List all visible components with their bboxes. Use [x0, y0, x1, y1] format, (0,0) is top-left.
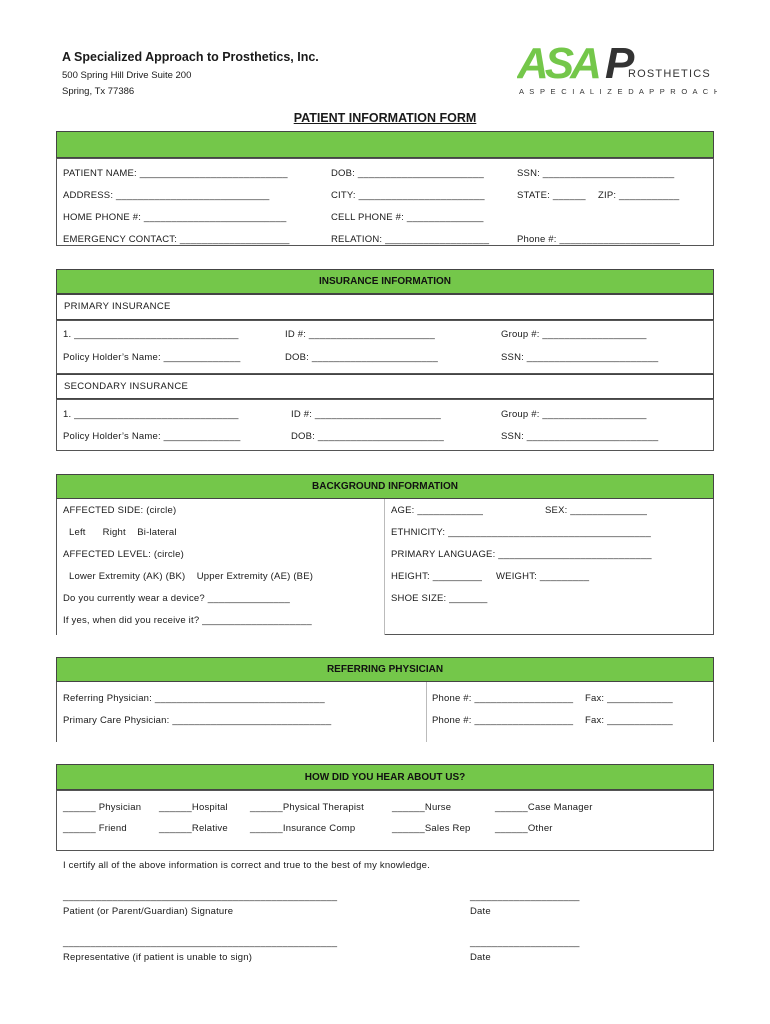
certification-statement: I certify all of the above information is correct and true to the best of my knowledge.: [63, 860, 430, 871]
logo-tagline: A S P E C I A L I Z E D A P P R O A C H: [519, 87, 717, 96]
patient-signature-line[interactable]: __________________________________________________: [63, 891, 338, 902]
hear-option-other[interactable]: ______Other: [495, 823, 553, 834]
referring-fax-field[interactable]: Fax: ____________: [585, 693, 673, 704]
patient-date-line[interactable]: ____________________: [470, 891, 580, 902]
hear-section: [56, 790, 714, 851]
sex-field[interactable]: SEX: ______________: [545, 505, 648, 516]
affected-side-label: AFFECTED SIDE: (circle): [63, 505, 177, 516]
patient-address-field[interactable]: ADDRESS: ____________________________: [63, 190, 270, 201]
primary-care-fax-field[interactable]: Fax: ____________: [585, 715, 673, 726]
secondary-policy-holder-field[interactable]: Policy Holder’s Name: ______________: [63, 431, 241, 442]
company-name: A Specialized Approach to Prosthetics, Inc.: [62, 50, 319, 64]
patient-dob-field[interactable]: DOB: _______________________: [331, 168, 484, 179]
primary-insurance-id-field[interactable]: ID #: _______________________: [285, 329, 436, 340]
weight-field[interactable]: WEIGHT: _________: [496, 571, 590, 582]
primary-holder-dob-field[interactable]: DOB: _______________________: [285, 352, 438, 363]
affected-level-options[interactable]: Lower Extremity (AK) (BK) Upper Extremity (AE) (BE): [69, 571, 314, 582]
secondary-insurance-section: [56, 399, 714, 451]
shoe-size-field[interactable]: SHOE SIZE: _______: [391, 593, 488, 604]
asap-logo-icon: [517, 40, 717, 100]
patient-city-field[interactable]: CITY: _______________________: [331, 190, 485, 201]
hear-option-sales-rep[interactable]: ______Sales Rep: [392, 823, 471, 834]
patient-ssn-field[interactable]: SSN: ________________________: [517, 168, 675, 179]
hear-option-case-manager[interactable]: ______Case Manager: [495, 802, 593, 813]
secondary-insurance-name-field[interactable]: 1. ______________________________: [63, 409, 239, 420]
secondary-insurance-id-field[interactable]: ID #: _______________________: [291, 409, 442, 420]
referring-phone-field[interactable]: Phone #: __________________: [432, 693, 574, 704]
age-field[interactable]: AGE: ____________: [391, 505, 484, 516]
svg-text:P: P: [605, 40, 635, 88]
patient-name-field[interactable]: PATIENT NAME: ___________________________: [63, 168, 288, 179]
emergency-contact-field[interactable]: EMERGENCY CONTACT: ____________________: [63, 234, 290, 245]
device-received-field[interactable]: If yes, when did you receive it? ____________________: [63, 615, 312, 626]
patient-date-label: Date: [470, 906, 491, 917]
primary-insurance-group-field[interactable]: Group #: ___________________: [501, 329, 647, 340]
form-title: PATIENT INFORMATION FORM: [293, 111, 477, 125]
patient-header-bar: [56, 131, 714, 158]
logo-suffix: ROSTHETICS: [628, 68, 711, 80]
patient-signature-label: Patient (or Parent/Guardian) Signature: [63, 906, 234, 917]
representative-signature-label: Representative (if patient is unable to sign): [63, 952, 253, 963]
emergency-phone-field[interactable]: Phone #: ______________________: [517, 234, 681, 245]
hear-header: HOW DID YOU HEAR ABOUT US?: [56, 764, 714, 790]
home-phone-field[interactable]: HOME PHONE #: __________________________: [63, 212, 287, 223]
physician-header: REFERRING PHYSICIAN: [56, 657, 714, 682]
company-address-line2: Spring, Tx 77386: [62, 86, 135, 97]
secondary-holder-ssn-field[interactable]: SSN: ________________________: [501, 431, 659, 442]
hear-option-hospital[interactable]: ______Hospital: [159, 802, 228, 813]
primary-care-physician-field[interactable]: Primary Care Physician: _____________________________: [63, 715, 332, 726]
primary-language-field[interactable]: PRIMARY LANGUAGE: ____________________________: [391, 549, 652, 560]
hear-option-nurse[interactable]: ______Nurse: [392, 802, 452, 813]
representative-date-label: Date: [470, 952, 491, 963]
secondary-holder-dob-field[interactable]: DOB: _______________________: [291, 431, 444, 442]
insurance-header: INSURANCE INFORMATION: [56, 269, 714, 294]
hear-option-insurance-comp[interactable]: ______Insurance Comp: [250, 823, 356, 834]
hear-option-physician[interactable]: ______ Physician: [63, 802, 142, 813]
device-field[interactable]: Do you currently wear a device? _______________: [63, 593, 290, 604]
referring-physician-field[interactable]: Referring Physician: _______________________________: [63, 693, 325, 704]
primary-holder-ssn-field[interactable]: SSN: ________________________: [501, 352, 659, 363]
company-address-line1: 500 Spring Hill Drive Suite 200: [62, 70, 192, 81]
relation-field[interactable]: RELATION: ___________________: [331, 234, 490, 245]
affected-side-options[interactable]: Left Right Bi-lateral: [69, 527, 177, 538]
height-field[interactable]: HEIGHT: _________: [391, 571, 483, 582]
background-header: BACKGROUND INFORMATION: [56, 474, 714, 499]
company-logo: [517, 40, 717, 100]
primary-insurance-label: PRIMARY INSURANCE: [56, 294, 714, 320]
secondary-insurance-group-field[interactable]: Group #: ___________________: [501, 409, 647, 420]
cell-phone-field[interactable]: CELL PHONE #: ______________: [331, 212, 484, 223]
secondary-insurance-label: SECONDARY INSURANCE: [56, 374, 714, 399]
svg-text:ASA: ASA: [517, 40, 598, 88]
representative-date-line[interactable]: ____________________: [470, 937, 580, 948]
primary-care-phone-field[interactable]: Phone #: __________________: [432, 715, 574, 726]
hear-option-physical-therapist[interactable]: ______Physical Therapist: [250, 802, 364, 813]
hear-option-relative[interactable]: ______Relative: [159, 823, 228, 834]
hear-option-friend[interactable]: ______ Friend: [63, 823, 127, 834]
affected-level-label: AFFECTED LEVEL: (circle): [63, 549, 184, 560]
primary-policy-holder-field[interactable]: Policy Holder’s Name: ______________: [63, 352, 241, 363]
primary-insurance-name-field[interactable]: 1. ______________________________: [63, 329, 239, 340]
patient-zip-field[interactable]: ZIP: ___________: [598, 190, 680, 201]
ethnicity-field[interactable]: ETHNICITY: _____________________________________: [391, 527, 651, 538]
patient-state-field[interactable]: STATE: ______: [517, 190, 586, 201]
representative-signature-line[interactable]: __________________________________________________: [63, 937, 338, 948]
